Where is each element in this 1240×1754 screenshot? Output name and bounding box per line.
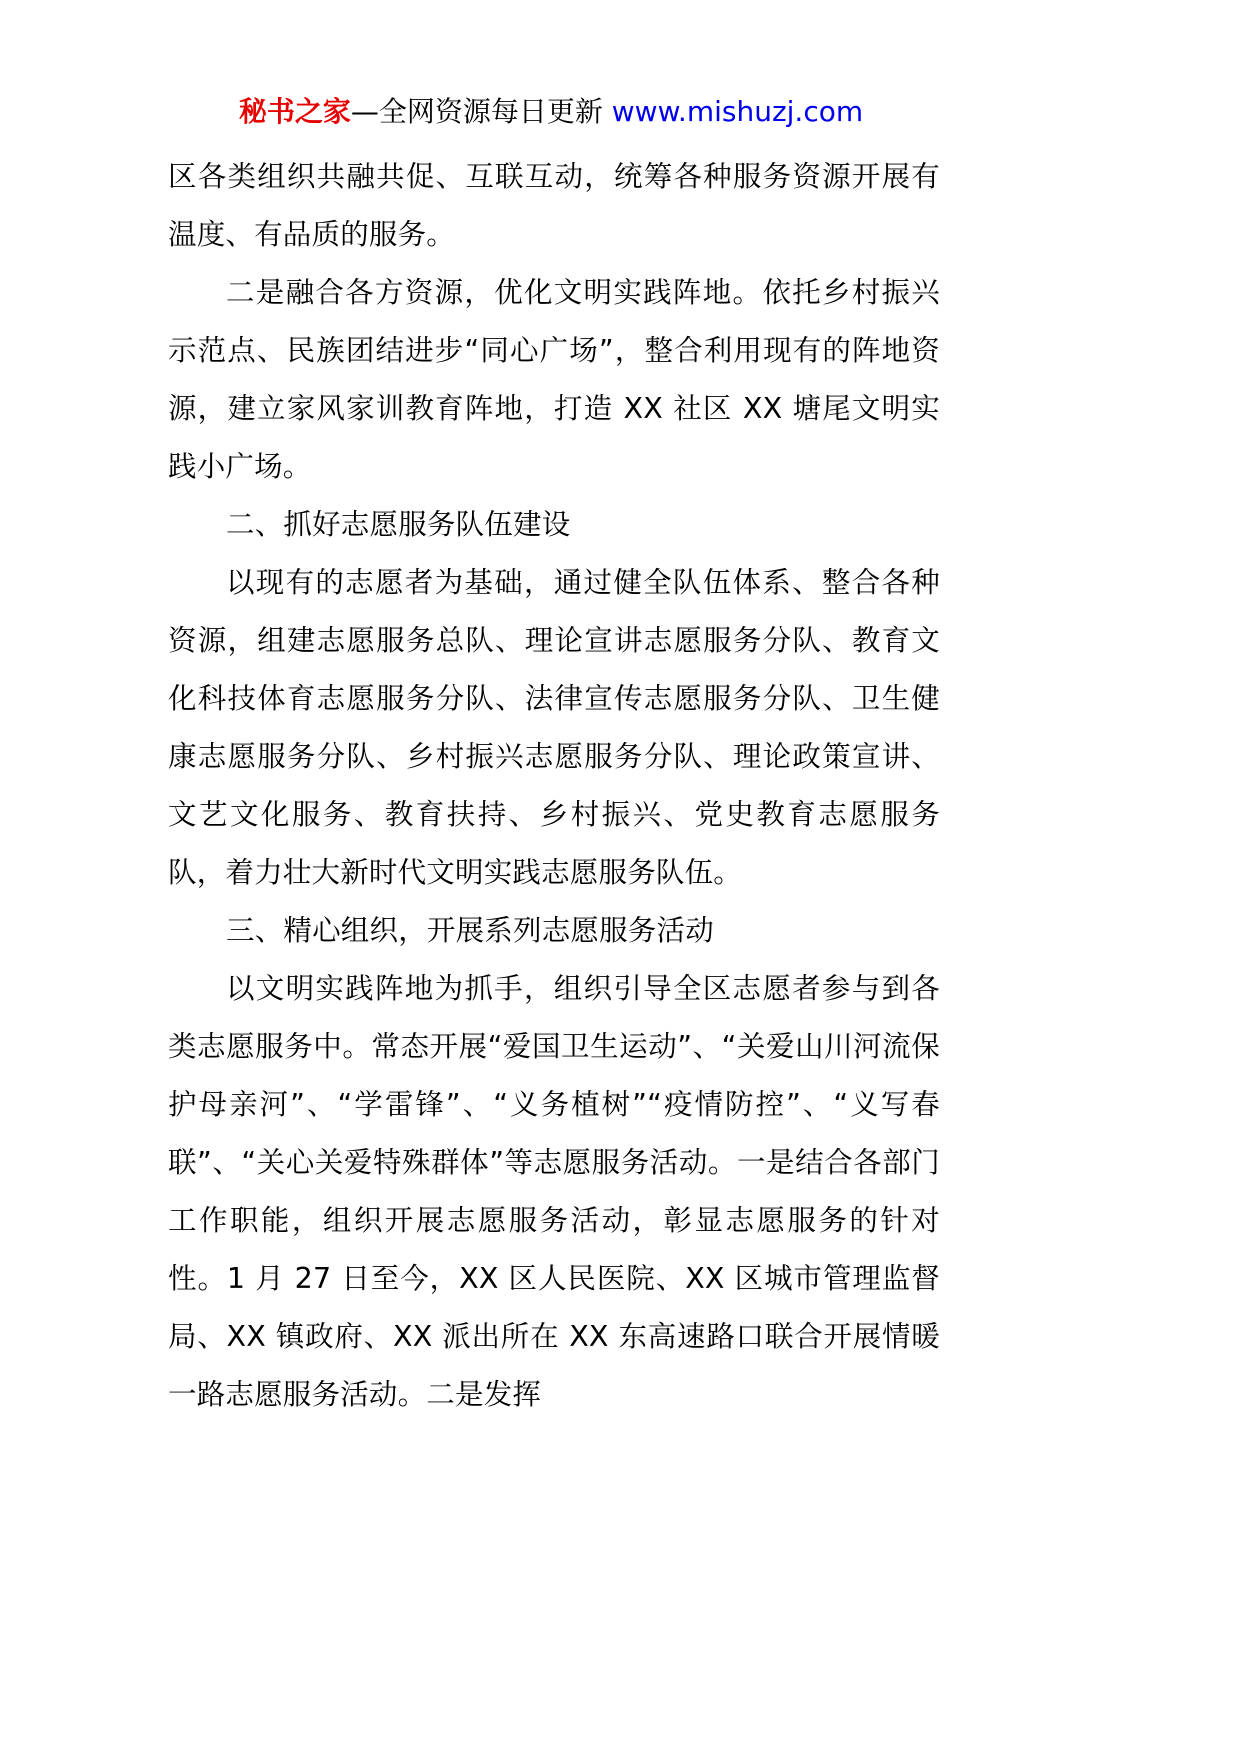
paragraph-volunteer-team: 以现有的志愿者为基础，通过健全队伍体系、整合各种资源，组建志愿服务总队、理论宣讲志愿服务分队、教育文化科技体育志愿服务分队、法律宣传志愿服务分队、卫生健康志愿服务分队、乡村振兴志愿服务分队、理论政策宣讲、文艺文化服务、教育扶持、乡村振兴、党史教育志愿服务队，着力壮大新时代文明实践志愿服务队伍。 [168,566,940,889]
paragraph-continued: 区各类组织共融共促、互联互动，统筹各种服务资源开展有温度、有品质的服务。 [168,160,940,251]
paragraph-resources: 二是融合各方资源，优化文明实践阵地。依托乡村振兴示范点、民族团结进步“同心广场”，整合利用现有的阵地资源，建立家风家训教育阵地，打造 XX 社区 XX 塘尾文明实践小广场。 [168,276,940,483]
paragraph-activities: 以文明实践阵地为抓手，组织引导全区志愿者参与到各类志愿服务中。常态开展“爱国卫生运动”、“关爱山川河流保护母亲河”、“学雷锋”、“义务植树”“疫情防控”、“义写春联”、“关心关爱特殊群体”等志愿服务活动。一是结合各部门工作职能，组织开展志愿服务活动，彰显志愿服务的针对性。1 月 27 日至今，XX 区人民医院、XX 区城市管理监督局、XX 镇政府、XX 派出所在 XX 东高速路口联合开展情暖一路志愿服务活动。二是发挥 [168,972,940,1411]
document-body [168,148,940,1424]
section-heading-activities: 三、精心组织，开展系列志愿服务活动 [226,914,714,947]
header-tagline: —全网资源每日更新 [350,95,612,128]
section-heading-volunteer-team: 二、抓好志愿服务队伍建设 [226,508,571,541]
page-header [0,92,1102,132]
site-url-link[interactable]: www.mishuzj.com [611,95,864,128]
brand-name: 秘书之家 [238,95,351,128]
